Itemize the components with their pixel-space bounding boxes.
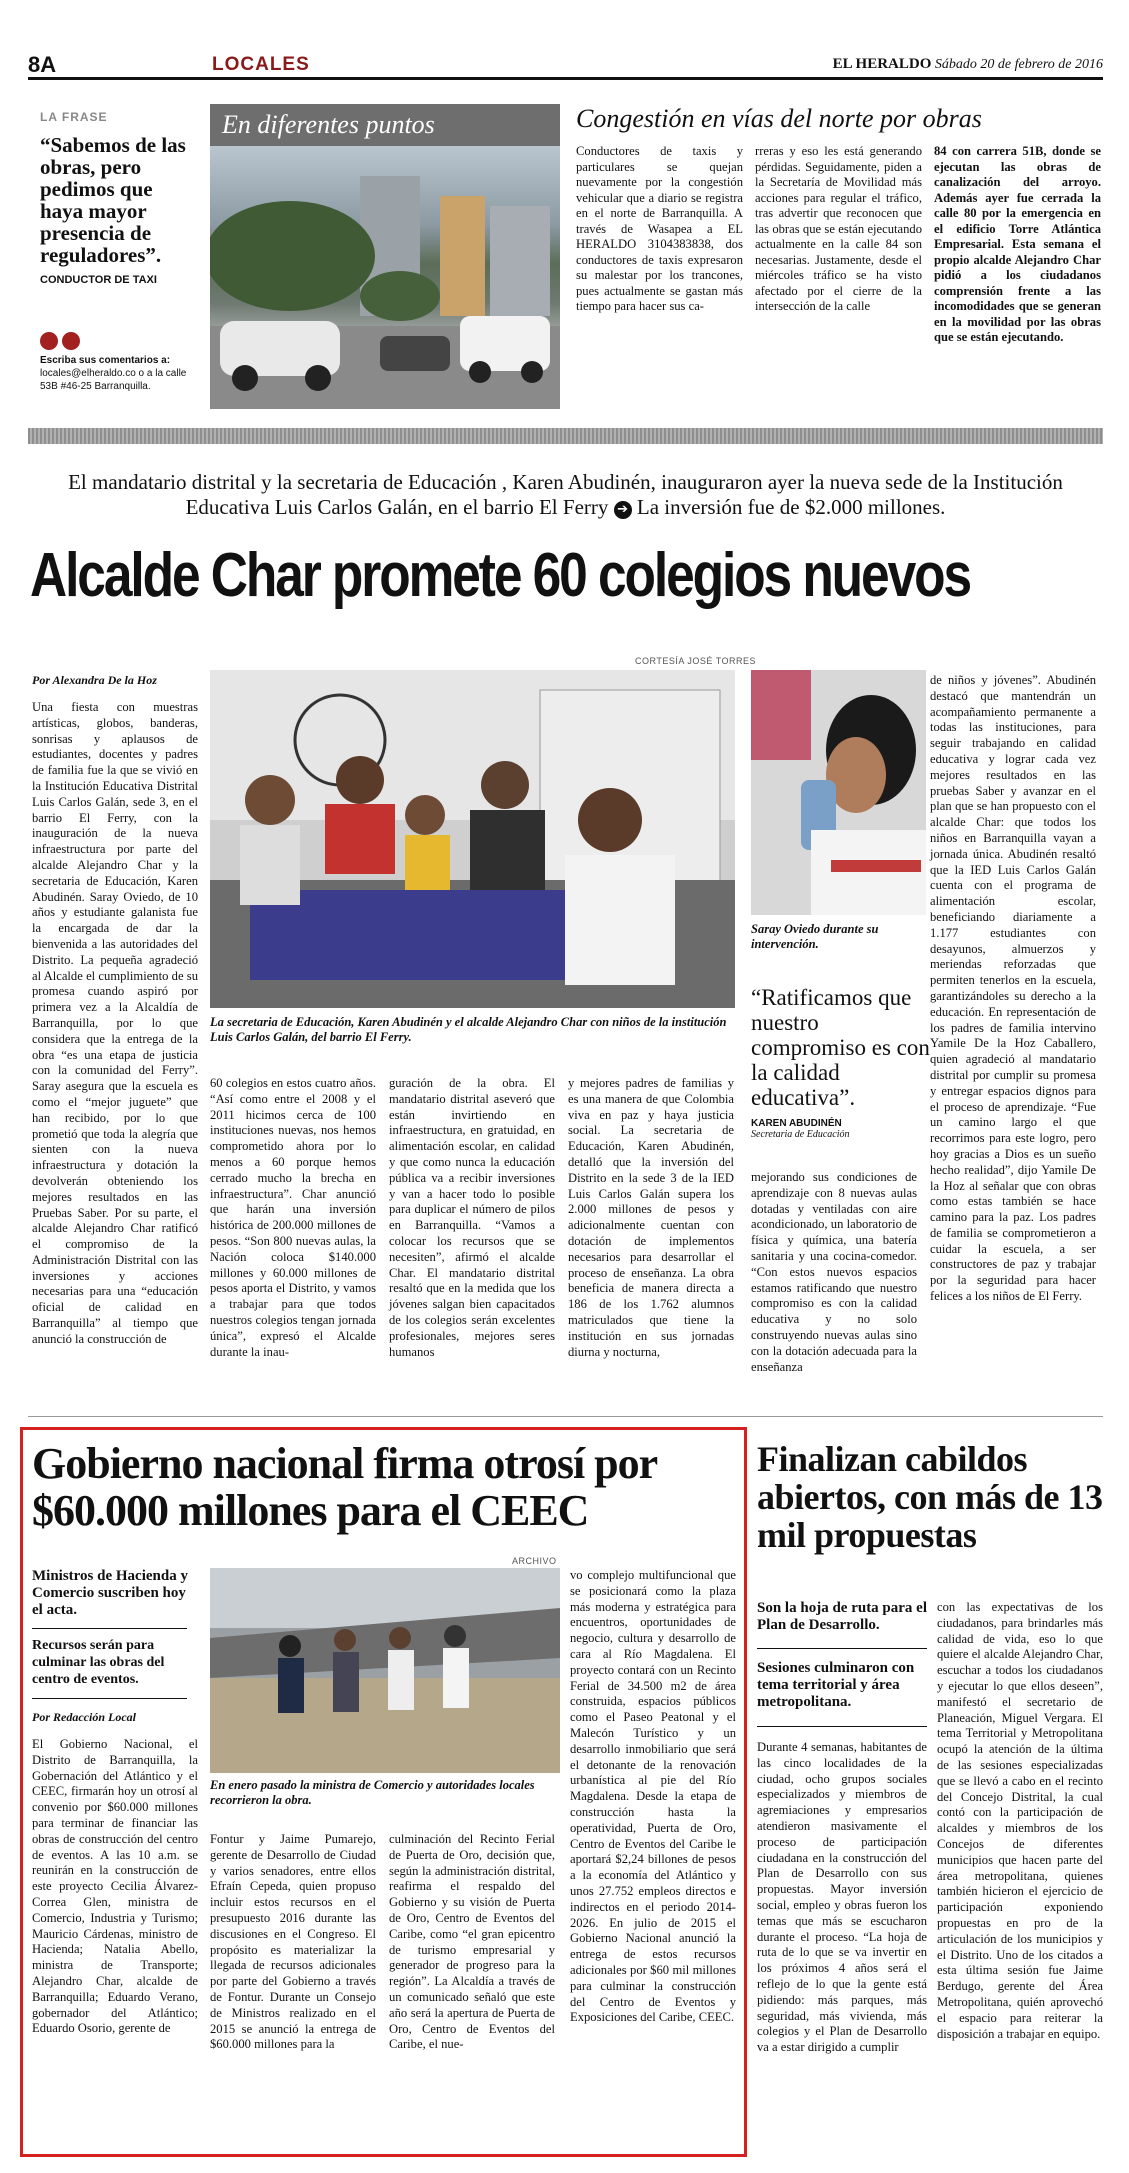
gobierno-photo [210,1568,560,1773]
main-col-1 [32,673,198,1348]
main-subhead [28,470,1103,520]
side-photo-art [751,670,926,915]
congestion-col-1: Conductores de taxis y particulares se quejan nuevamente por la congestión vehicular que a diario se registra en el norte de Barranquilla. A través de Wasapea a EL HERALDO 3104383838, dos conductores de taxis expresaron su malestar por los trancones, pues actualmente se gastan más tiempo para hacer sus ca- [576,144,743,313]
comments-info [40,354,190,393]
cabildos-deck-1: Son la hoja de ruta para el Plan de Desarrollo. [757,1600,928,1633]
frase-quote: “Sabemos de las obras, pero pedimos que haya mayor presencia de reguladores”. [40,133,186,267]
cabildos-rule-2 [757,1726,927,1727]
la-frase-box [40,110,190,410]
main-byline: Por Alexandra De la Hoz [32,673,157,687]
comments-label: Escriba sus comentarios a: [40,355,171,366]
issue-date: Sábado 20 de febrero de 2016 [934,57,1103,72]
main-col-6: de niños y jóvenes”. Abudinén destacó que mantendrán un acompañamiento permanente a todas las instituciones, para seguir trabajando en calidad educativa y lograr cada vez mejores resultados en las pruebas Saber y avanzar en el plan que se han propuesto con el alcalde Char: que todos los niños en Barranquilla vayan a jornada única. Abudinén resaltó que la IED Luis Carlos Galán cuenta con el programa de alimentación escolar, beneficiando diariamente a 1.177 estudiantes con desayunos, almuerzos y meriendas reforzadas que permiten tenerlos en la escuela, garantizándoles su derecho a la educación. En representación de los padres de familia intervino Yamile De la Hoz Caballero, quien agradeció al mandatario distrital por cumplir su promesa y entregar espacios dignos para el proceso de aprendizaje. “Fue un camino largo el que recorrimos para este logro, pero hoy gracias a Dios es un sueño hecho realidad”, dijo Yamile De la Hoz al señalar que con obras como estas también se hace camino para la paz. Los padres de familia se comprometieron a cuidar la escuela, a ser constructores de paz y trabajar por la seguridad para hacer felices a los niños de El Ferry. [930,673,1096,1304]
pull-quote-text: “Ratificamos que nuestro compromiso es con la calidad educativa”. [751,985,930,1110]
congestion-article [576,104,1101,404]
gobierno-photo-art [210,1568,560,1773]
section-name: LOCALES [212,54,310,75]
congestion-title: Congestión en vías del norte por obras [576,104,982,133]
side-photo-caption: Saray Oviedo durante su intervención. [751,922,879,951]
gobierno-col-2: Fontur y Jaime Pumarejo, gerente de Desarrollo de Ciudad y varios senadores, entre ellos Efraín Cepeda, quien propuso incluir estos recursos en el presupuesto 2016 durante las discusiones en el Congreso. El propósito es materializar la llegada de recursos adicionales por parte del Gobierno a través de Fontur. Durante un Consejo de Ministros realizado en el 2015 se anunció la entrega de $60.000 millones para la [210,1832,376,2052]
cabildos-rule-1 [757,1648,927,1649]
diferentes-puntos-box [210,104,560,409]
main-photo-caption: La secretaria de Educación, Karen Abudinén y el alcalde Alejandro Char con niños de la institución Luis Carlos Galán, del barrio El Ferry. [210,1015,727,1044]
paper-name: EL HERALDO [832,56,932,72]
gobierno-photo-caption: En enero pasado la ministra de Comercio y autoridades locales recorrieron la obra. [210,1778,535,1807]
phone-icon [40,332,58,350]
horizontal-rule [28,1416,1103,1417]
comments-contact: locales@elheraldo.co o a la calle 53B #46-25 Barranquilla. [40,368,187,392]
main-photo-credit: CORTESÍA JOSÉ TORRES [635,656,757,666]
cabildos-deck-2: Sesiones culminaron con tema territorial y área metropolitana. [757,1660,915,1710]
gobierno-photo-credit: ARCHIVO [512,1556,557,1566]
subhead-text: El mandatario distrital y la secretaria de Educación , Karen Abudinén, inauguraron ayer la nueva sede de la Institución Educativa Luis Carlos Galán, en el barrio El Ferry [68,470,1063,519]
deck-rule-2 [32,1698,187,1699]
main-col-2: 60 colegios en estos cuatro años. “Así como entre el 2008 y el 2011 hicimos cerca de 100 instituciones nuevas, nos hemos comprometido ahora por lo menos a 60 porque hemos cerrado mucho la brecha en infraestructura”. Char anunció que harán una inversión histórica de 200.000 millones de pesos. “Son 800 nuevas aulas, la Nación coloca $140.000 millones y 60.000 millones de pesos aporta el Distrito, y vamos a trabajar para que todos nuestros colegios tengan jornada única”, expresó el Alcalde durante la inau- [210,1076,376,1359]
gobierno-byline: Por Redacción Local [32,1710,136,1724]
gobierno-deck-2: Recursos serán para culminar las obras del centro de eventos. [32,1638,165,1687]
gobierno-deck-1: Ministros de Hacienda y Comercio suscriben hoy el acta. [32,1568,188,1618]
main-photo [210,670,735,1008]
page-header [28,50,1103,80]
main-headline: Alcalde Char promete 60 colegios nuevos [30,541,971,610]
side-photo [751,670,926,915]
main-col-5: mejorando sus condiciones de aprendizaje con 8 nuevas aulas dotadas y ventiladas con aire acondicionado, un laboratorio de física y química, una batería sanitaria y una cocina-comedor. “Con estos nuevos espacios estamos ratificando que nuestro compromiso es con la calidad educativa y no solo construyendo nuevas aulas sino con la dotación adecuada para la enseñanza [751,1170,917,1374]
main-photo-art [210,670,735,1008]
frase-label: LA FRASE [40,110,108,124]
main-col-1-text: Una fiesta con muestras artísticas, globos, banderas, sonrisas y aplausos de estudiantes, docentes y padres de familia fue la que se vivió en la Institución Educativa Distrital Luis Carlos Galán, sede 3, en el barrio El Ferry, con la inauguración de la nueva infraestructura por parte del alcalde Alejandro Char y la secretaria de Educación, Karen Abudinén. Saray Oviedo, de 10 años y estudiante galanista fue la encargada de dar la bienvenida a las autoridades del Distrito. La pequeña agradeció al Alcalde el cumplimiento de su promesa cuando aspiró por primera vez a la Alcaldía de Barranquilla, por lo que considera que la entrega de la obra “es una etapa de justicia con la comunidad del Ferry”. Saray asegura que la escuela es como el “mejor juguete” que han recibido, por lo que prometió que toda la alegría que sienten con la nueva infraestructura y dotación la devolverán obteniendo los mejores resultados en las Pruebas Saber. Por su parte, el alcalde Alejandro Char ratificó el compromiso de la Administración Distrital con las inversiones y acciones necesarias para una “educación oficial de calidad en Barranquilla” al tiempo que anunció la construcción de [32,700,198,1346]
cabildos-col-1: Durante 4 semanas, habitantes de las cinco localidades de la ciudad, ocho grupos sociales especializados y miembros de agremiaciones y empresarios atendieron masivamente el proceso de participación ciudadana en la construcción del Plan de Desarrollo con sus propuestas. Mayor inversión social, empleo y obras fueron los temas que más se escucharon durante el proceso. “La hoja de ruta de lo que se va invertir en los próximos 4 años será el reflejo de lo que la gente está pidiendo: más parques, más seguridad, más vivienda, más colegios y el Plan de Desarrollo va a estar dirigido a cumplir [757,1740,927,2055]
pull-quote-name: KAREN ABUDINÉN [751,1118,842,1129]
gobierno-col-4: vo complejo multifuncional que se posicionará como la plaza más moderna y estratégica para encuentros, oportunidades de negocio, cultura y desarrollo de cara al Río Magdalena. El proyecto contará con un Recinto Ferial de 34.500 m2 de área construida, espacios públicos como el Paseo Peatonal y el Malecón Turístico y un desarrollo inmobiliario que será el detonante de la renovación urbanística al pie del Río Magdalena. Desde la etapa de construcción hasta la operatividad, Puerta de Oro, Centro de Eventos del Caribe le aportará $2,24 billones de pesos a la economía del Atlántico y unos 27.752 empleos directos e indirectos en el periodo 2014-2026. En julio de 2015 el Gobierno Nacional anunció la entrega de estos recursos adicionales por $60 mil millones para culminar la construcción del Centro de Eventos y Exposiciones del Caribe, CEEC. [570,1568,736,2025]
congestion-col-3: 84 con carrera 51B, donde se ejecutan las obras de canalización del arroyo. Además ayer fue cerrada la calle 80 por la emergencia en el edificio Torre Atlántica Empresarial. Esta semana el propio alcalde Alejandro Char pidió a los ciudadanos comprensión frente a las incomodidades que se generan en la movilidad por las obras que se están ejecutando. [934,144,1101,344]
section-divider [28,428,1103,444]
pull-quote-role: Secretaria de Educación [751,1129,850,1140]
subhead-tail: La inversión fue de $2.000 millones. [636,495,946,519]
traffic-photo [210,146,560,409]
page-number: 8A [28,52,57,77]
main-col-3: guración de la obra. El mandatario distrital aseveró que están invirtiendo en infraestructura, en gratuidad, en alimentación escolar, en calidad y que como nunca la educación pública va a recibir inversiones y van a hacer todo lo posible para duplicar el número de pilos en Barranquilla. “Vamos a colocar los recursos que se necesiten”, afirmó el alcalde Char. El mandatario distrital resaltó que en la medida que los jóvenes salgan bien capacitados de los colegios serán excelentes profesionales, mejores seres humanos [389,1076,555,1359]
frase-author: CONDUCTOR DE TAXI [40,274,157,286]
gobierno-col-1-text: El Gobierno Nacional, el Distrito de Barranquilla, la Gobernación del Atlántico y el CEEC, firmarán hoy un otrosí al convenio por $60.000 millones para terminar de financiar las obras de construcción del centro de eventos. A las 10 a.m. se reunirán en la construcción de este proyecto Cecilia Álvarez-Correa Glen, ministra de Comercio, Industria y Turismo; Mauricio Cárdenas, ministro de Hacienda; Natalia Abello, ministra de Transporte; Alejandro Char, alcalde de Barranquilla; Eduardo Verano, gobernador del Atlántico; Eduardo Osorio, gerente de [32,1737,198,2036]
cabildos-col-2: con las expectativas de los ciudadanos, para brindarles más calidad de vida, eso lo que quiere el alcalde Alejandro Char, escuchar a todos los ciudadanos y ejecutar lo que ellos deseen”, manifestó el secretario de Planeación, Miguel Vergara. El tema Territorial y Metropolitana ocupó la atención de la última de las sesiones especializadas que se llevó a cabo en el recinto del Concejo Distrital, la cual contó con la participación de alcaldes y miembros de los Concejos de diferentes municipios que hacen parte del área metropolitana, quienes también hicieron el ejercicio de participación exponiendo propuestas en pro de la articulación de los municipios y el Distrito. Uno de los citados a esta última sesión fue Jaime Berdugo, gerente del Área Metropolitana, quién aprovechó el espacio para reiterar la disposición a trabajar en equipo. [937,1600,1103,2041]
congestion-col-2: rreras y eso les está generando pérdidas. Seguidamente, piden a la Secretaría de Movilidad más acciones para regular el tráfico, tras advertir que reconocen que las obras que se están ejecutando actualmente en la calle 84 son necesarias. Justamente, desde el miércoles tráfico se ha visto afectado por el cierre de la intersección de la calle [755,144,922,313]
diferentes-title: En diferentes puntos [210,104,560,146]
main-col-4: y mejores padres de familias y es una manera de que Colombia viva en paz y haya justicia social. La secretaria de Educación, Karen Abudinén, detalló que la inversión del Distrito en la sede 3 de la IED Luis Carlos Galán supera los 2.000 millones de pesos y adicionalmente cuentan con dotación de implementos necesarios para desarrollar el proceso de enseñanza. La obra beneficia de manera directa a 186 de los 1.762 alumnos matriculados que tiene la institución en sus jornadas diurna y nocturna, [568,1076,734,1359]
arrow-right-icon: ➔ [614,501,632,519]
contact-icons [40,332,84,355]
cabildos-headline: Finalizan cabildos abiertos, con más de 13 mil propuestas [757,1439,1103,1555]
deck-rule-1 [32,1628,187,1629]
masthead [833,56,1103,73]
gobierno-col-3: culminación del Recinto Ferial de Puerta de Oro, decisión que, según la administración distrital, reafirma el respaldo del Gobierno y su visión de Puerta de Oro, Centro de Eventos del Caribe, como “el gran epicentro de turismo empresarial y generador de progreso para la región”. La Alcaldía a través de un comunicado señaló que este año será la apertura de Puerta de Oro, Centro de Eventos del Caribe, el nue- [389,1832,555,2052]
gobierno-col-1 [32,1710,198,2037]
pull-quote [751,985,931,1140]
mail-icon [62,332,80,350]
traffic-photo-art [210,146,560,409]
gobierno-headline: Gobierno nacional firma otrosí por $60.000 millones para el CEEC [32,1439,657,1535]
